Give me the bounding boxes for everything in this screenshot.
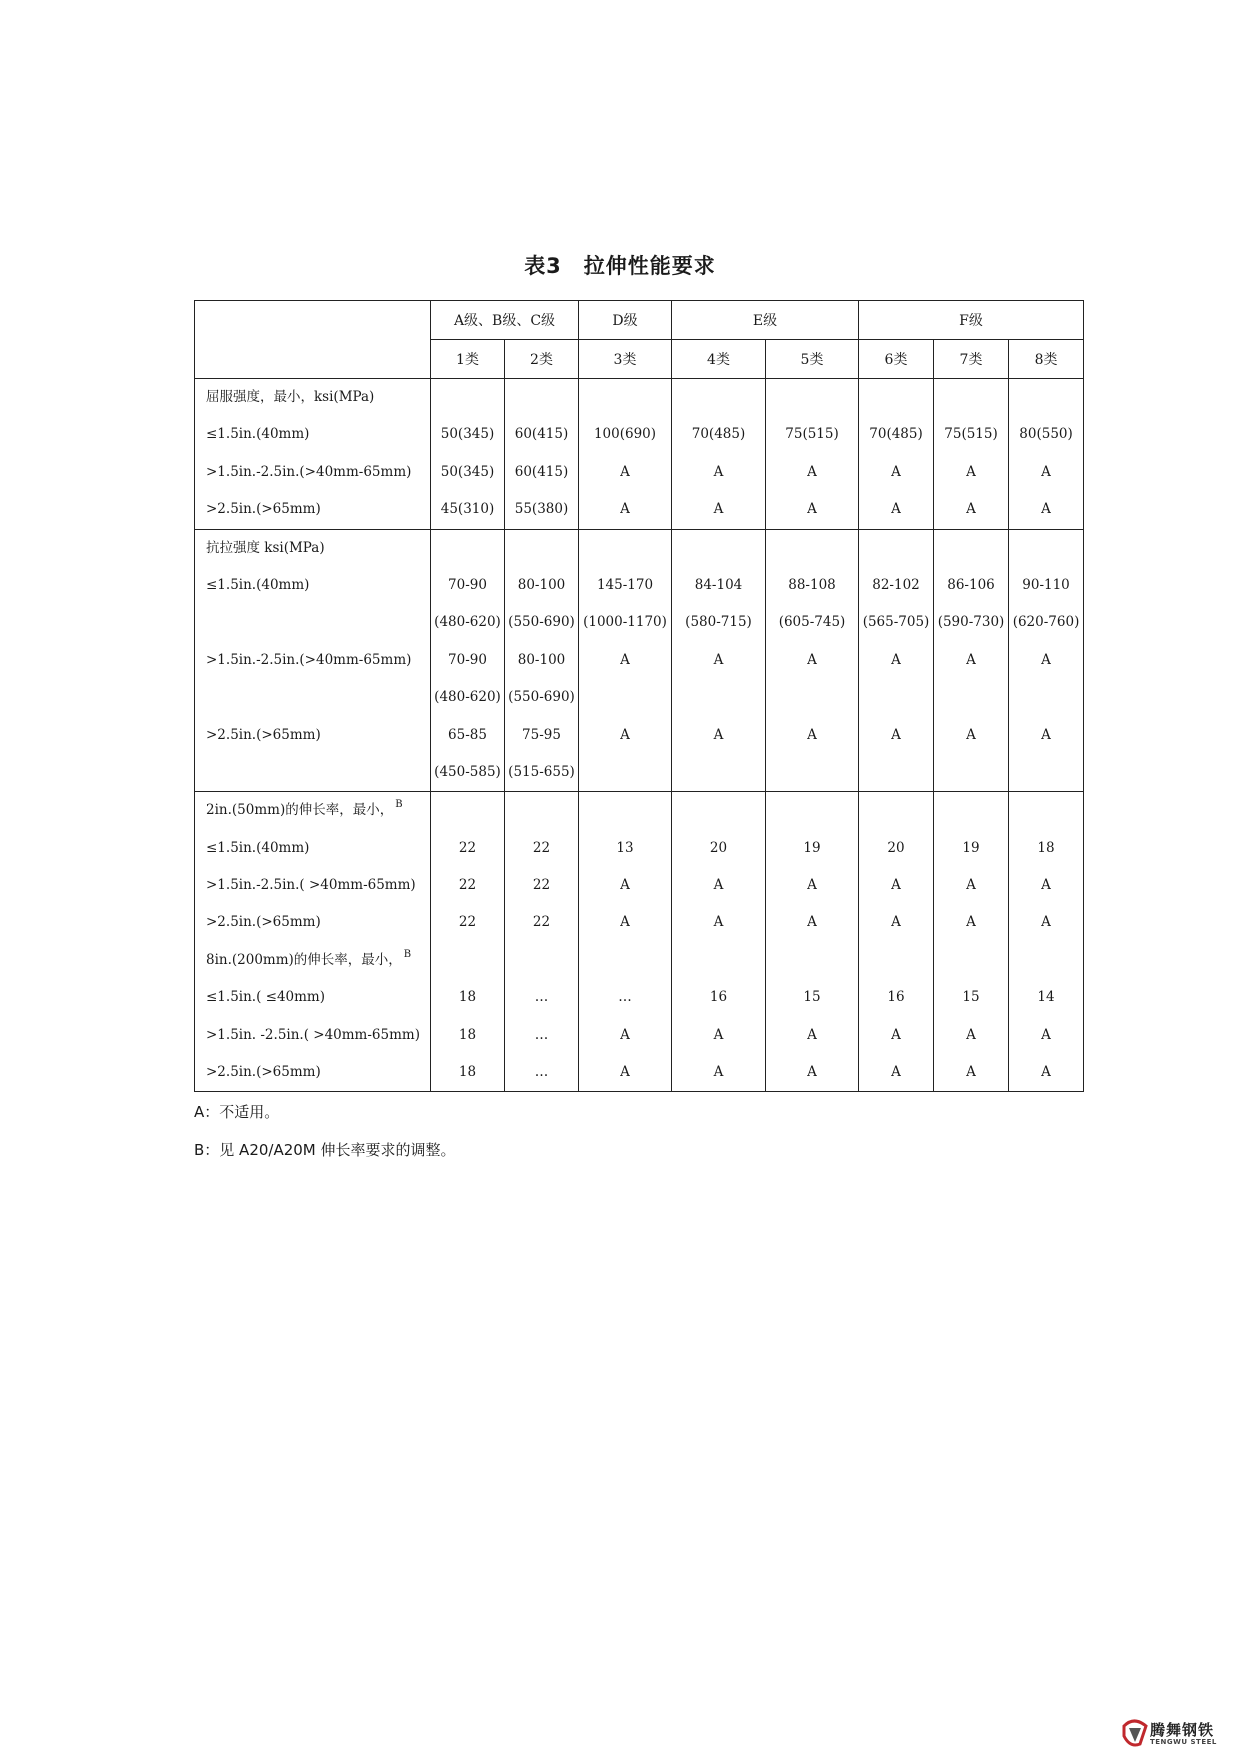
header-class-6: 6类 xyxy=(859,340,934,379)
header-row-groups xyxy=(195,301,1084,340)
value-cell xyxy=(934,942,1008,979)
value-cell: 60(415) xyxy=(514,463,569,480)
value-cell: 16 xyxy=(887,989,905,1006)
value-cell: 145-170 xyxy=(596,576,654,593)
class-4-values-cell xyxy=(672,792,766,1092)
value-cell: 70(485) xyxy=(869,426,923,443)
value-cell: A xyxy=(891,914,901,931)
value-cell: 80-100 xyxy=(517,576,566,593)
value-cell: A xyxy=(620,651,630,668)
class-6-values-cell xyxy=(859,792,934,1092)
value-cell xyxy=(505,792,578,829)
class-1-values-cell xyxy=(431,529,505,792)
value-cell: A xyxy=(620,1026,630,1043)
class-6-values-cell xyxy=(859,529,934,792)
value-cell xyxy=(766,754,858,791)
row-label: >2.5in.(>65mm) xyxy=(206,726,321,743)
value-cell: (580-715) xyxy=(685,614,752,631)
value-cell: 50(345) xyxy=(440,463,495,480)
row-label: >1.5in.-2.5in.(>40mm-65mm) xyxy=(206,651,412,668)
value-cell: A xyxy=(807,726,817,743)
value-cell: A xyxy=(620,877,630,894)
class-5-values-cell xyxy=(766,379,859,530)
class-2-values-cell xyxy=(505,529,579,792)
row-label: ≤1.5in.(40mm) xyxy=(206,576,310,593)
row-label: 2in.(50mm)的伸长率，最小， $^B$ xyxy=(206,799,403,819)
value-cell: 82-102 xyxy=(872,576,920,593)
value-cell xyxy=(579,792,671,829)
header-group-d: D级 xyxy=(579,301,672,340)
value-cell: A xyxy=(1041,877,1051,894)
value-cell xyxy=(505,942,578,979)
class-8-values-cell xyxy=(1009,379,1084,530)
value-cell: 18 xyxy=(458,989,477,1006)
footnote-marker: B xyxy=(403,948,412,960)
value-cell xyxy=(672,754,765,791)
value-cell: 19 xyxy=(962,839,980,856)
value-cell: A xyxy=(620,1064,630,1081)
value-cell xyxy=(505,379,578,416)
value-cell: A xyxy=(620,726,630,743)
value-cell: 84-104 xyxy=(694,576,743,593)
value-cell xyxy=(859,379,933,416)
row-label: >2.5in.(>65mm) xyxy=(206,1064,321,1081)
footnote-a: A：不适用。 xyxy=(194,1103,280,1121)
value-cell: 80-100 xyxy=(517,651,566,668)
value-cell xyxy=(505,530,578,567)
value-cell: 15 xyxy=(962,989,980,1006)
class-4-values-cell xyxy=(672,379,766,530)
value-cell: A xyxy=(620,914,630,931)
value-cell: A xyxy=(713,726,724,743)
value-cell xyxy=(579,679,671,716)
value-cell: A xyxy=(966,877,976,894)
value-cell: (550-690) xyxy=(508,614,575,631)
value-cell: 14 xyxy=(1037,989,1055,1006)
value-cell xyxy=(672,679,765,716)
value-cell: A xyxy=(713,1026,724,1043)
class-2-values-cell xyxy=(505,792,579,1092)
value-cell: A xyxy=(966,1026,976,1043)
value-cell: (550-690) xyxy=(508,689,575,706)
class-1-values-cell xyxy=(431,792,505,1092)
value-cell: A xyxy=(1041,1064,1051,1081)
value-cell: (565-705) xyxy=(862,614,930,631)
value-cell: A xyxy=(891,501,901,518)
value-cell: A xyxy=(807,1064,817,1081)
value-cell: A xyxy=(713,914,724,931)
logo-name: 腾舞钢铁 xyxy=(1150,1721,1215,1739)
tensile-requirements-table xyxy=(194,300,1084,1092)
value-cell: A xyxy=(966,1064,976,1081)
header-group-f: F级 xyxy=(859,301,1084,340)
value-cell xyxy=(672,379,765,416)
value-cell: (620-760) xyxy=(1012,614,1080,631)
value-cell: 22 xyxy=(458,877,477,894)
class-6-values-cell xyxy=(859,379,934,530)
value-cell: 18 xyxy=(458,1026,477,1043)
value-cell xyxy=(859,530,933,567)
header-group-abc: A级、B级、C级 xyxy=(431,301,579,340)
value-cell: A xyxy=(1041,651,1051,668)
value-cell: A xyxy=(620,501,630,518)
value-cell xyxy=(579,754,671,791)
value-cell: A xyxy=(966,501,976,518)
row-label: >1.5in. -2.5in.( >40mm-65mm) xyxy=(206,1026,420,1043)
value-cell: A xyxy=(620,463,630,480)
row-label: ≤1.5in.(40mm) xyxy=(206,839,310,856)
row-label: >2.5in.(>65mm) xyxy=(206,914,321,931)
row-label xyxy=(195,604,430,641)
value-cell: (450-585) xyxy=(434,763,501,780)
value-cell: 65-85 xyxy=(448,726,487,743)
header-class-1: 1类 xyxy=(431,340,505,379)
class-3-values-cell xyxy=(579,379,672,530)
header-class-2: 2类 xyxy=(505,340,579,379)
value-cell: 22 xyxy=(532,839,551,856)
table-title: 表3 拉伸性能要求 xyxy=(524,254,716,278)
value-cell: A xyxy=(713,877,724,894)
value-cell: (590-730) xyxy=(937,614,1005,631)
value-cell: … xyxy=(534,989,549,1006)
value-cell xyxy=(579,379,671,416)
row-label: 8in.(200mm)的伸长率，最小， $^B$ xyxy=(206,948,412,968)
value-cell: (515-655) xyxy=(508,763,575,780)
value-cell: A xyxy=(807,463,817,480)
logo-subtitle: TENGWU STEEL xyxy=(1150,1738,1217,1746)
class-2-values-cell xyxy=(505,379,579,530)
value-cell xyxy=(672,792,765,829)
value-cell xyxy=(431,530,504,567)
value-cell: A xyxy=(713,1064,724,1081)
header-class-4: 4类 xyxy=(672,340,766,379)
value-cell: A xyxy=(891,726,901,743)
class-3-values-cell xyxy=(579,529,672,792)
value-cell xyxy=(1009,942,1083,979)
value-cell: A xyxy=(891,651,901,668)
class-3-values-cell xyxy=(579,792,672,1092)
class-5-values-cell xyxy=(766,529,859,792)
header-class-7: 7类 xyxy=(934,340,1009,379)
value-cell: 75(515) xyxy=(944,426,998,443)
value-cell xyxy=(859,754,933,791)
row-label: 屈服强度，最小，ksi(MPa) xyxy=(206,389,375,405)
header-corner-cell xyxy=(195,301,431,379)
footnote-marker: B xyxy=(395,799,403,811)
value-cell xyxy=(579,530,671,567)
value-cell: 22 xyxy=(458,839,477,856)
value-cell: A xyxy=(713,501,724,518)
class-5-values-cell xyxy=(766,792,859,1092)
value-cell xyxy=(934,792,1008,829)
value-cell xyxy=(431,942,504,979)
value-cell xyxy=(672,530,765,567)
value-cell: 86-106 xyxy=(947,576,995,593)
value-cell: (605-745) xyxy=(778,614,846,631)
value-cell: A xyxy=(891,1064,901,1081)
value-cell: 88-108 xyxy=(788,576,836,593)
class-4-values-cell xyxy=(672,529,766,792)
row-label xyxy=(195,679,430,716)
value-cell xyxy=(431,792,504,829)
value-cell: 22 xyxy=(458,914,477,931)
value-cell: 20 xyxy=(709,839,728,856)
section-row xyxy=(195,529,1084,792)
row-label xyxy=(195,754,430,791)
value-cell: A xyxy=(891,1026,901,1043)
class-7-values-cell xyxy=(934,792,1009,1092)
value-cell xyxy=(766,679,858,716)
value-cell xyxy=(859,942,933,979)
value-cell xyxy=(431,379,504,416)
value-cell xyxy=(1009,530,1083,567)
value-cell: 70-90 xyxy=(448,651,487,668)
value-cell xyxy=(934,379,1008,416)
class-7-values-cell xyxy=(934,379,1009,530)
value-cell: A xyxy=(891,877,901,894)
value-cell xyxy=(766,379,858,416)
footnote-b: B：见 A20/A20M 伸长率要求的调整。 xyxy=(194,1141,456,1159)
value-cell xyxy=(859,679,933,716)
class-8-values-cell xyxy=(1009,529,1084,792)
value-cell: A xyxy=(966,651,976,668)
value-cell: A xyxy=(966,463,976,480)
header-class-5: 5类 xyxy=(766,340,859,379)
value-cell: A xyxy=(1041,726,1051,743)
row-label: >1.5in.-2.5in.( >40mm-65mm) xyxy=(206,877,416,894)
section-label-cell xyxy=(195,792,431,1092)
value-cell: A xyxy=(966,726,976,743)
value-cell: A xyxy=(713,651,724,668)
value-cell xyxy=(934,679,1008,716)
value-cell: (480-620) xyxy=(434,689,501,706)
class-8-values-cell xyxy=(1009,792,1084,1092)
value-cell: … xyxy=(534,1064,549,1081)
value-cell xyxy=(672,942,765,979)
row-label: >1.5in.-2.5in.(>40mm-65mm) xyxy=(206,463,412,480)
header-group-e: E级 xyxy=(672,301,859,340)
row-label: ≤1.5in.(40mm) xyxy=(206,426,310,443)
value-cell: 13 xyxy=(616,839,634,856)
value-cell: 75(515) xyxy=(785,426,839,443)
row-label: >2.5in.(>65mm) xyxy=(206,501,321,518)
value-cell: A xyxy=(807,877,817,894)
value-cell: 22 xyxy=(532,877,551,894)
section-row xyxy=(195,792,1084,1092)
class-1-values-cell xyxy=(431,379,505,530)
value-cell: 90-110 xyxy=(1022,576,1070,593)
value-cell: … xyxy=(618,989,632,1006)
value-cell xyxy=(766,942,858,979)
value-cell: A xyxy=(891,463,901,480)
value-cell: A xyxy=(1041,914,1051,931)
value-cell xyxy=(1009,792,1083,829)
value-cell xyxy=(934,754,1008,791)
value-cell: 55(380) xyxy=(514,501,569,518)
class-7-values-cell xyxy=(934,529,1009,792)
value-cell xyxy=(1009,379,1083,416)
value-cell: 70-90 xyxy=(448,576,487,593)
value-cell: A xyxy=(713,463,724,480)
value-cell: 45(310) xyxy=(440,501,495,518)
value-cell: 22 xyxy=(532,914,551,931)
value-cell: A xyxy=(807,651,817,668)
value-cell xyxy=(1009,679,1083,716)
header-class-8: 8类 xyxy=(1009,340,1084,379)
value-cell: 50(345) xyxy=(440,426,495,443)
value-cell: 60(415) xyxy=(514,426,569,443)
value-cell xyxy=(934,530,1008,567)
section-label-cell xyxy=(195,529,431,792)
value-cell xyxy=(766,792,858,829)
value-cell: 19 xyxy=(803,839,821,856)
value-cell: 80(550) xyxy=(1019,426,1073,443)
value-cell: (480-620) xyxy=(434,614,501,631)
value-cell: 100(690) xyxy=(593,426,657,443)
value-cell: 75-95 xyxy=(522,726,561,743)
value-cell: 18 xyxy=(458,1064,477,1081)
value-cell xyxy=(579,942,671,979)
value-cell: 70(485) xyxy=(691,426,746,443)
value-cell: A xyxy=(807,914,817,931)
value-cell: A xyxy=(966,914,976,931)
row-label: 抗拉强度 ksi(MPa) xyxy=(206,539,325,556)
value-cell xyxy=(859,792,933,829)
value-cell: A xyxy=(1041,463,1051,480)
value-cell: 16 xyxy=(709,989,728,1006)
row-label: ≤1.5in.( ≤40mm) xyxy=(206,989,326,1006)
header-class-3: 3类 xyxy=(579,340,672,379)
section-row xyxy=(195,379,1084,530)
value-cell: 15 xyxy=(803,989,821,1006)
value-cell xyxy=(1009,754,1083,791)
value-cell: 20 xyxy=(887,839,905,856)
value-cell: A xyxy=(807,1026,817,1043)
value-cell: (1000-1170) xyxy=(583,614,667,631)
value-cell: 18 xyxy=(1037,839,1055,856)
value-cell: A xyxy=(1041,501,1051,518)
value-cell: A xyxy=(1041,1026,1051,1043)
section-label-cell xyxy=(195,379,431,530)
value-cell: A xyxy=(807,501,817,518)
value-cell xyxy=(766,530,858,567)
value-cell: … xyxy=(534,1026,549,1043)
